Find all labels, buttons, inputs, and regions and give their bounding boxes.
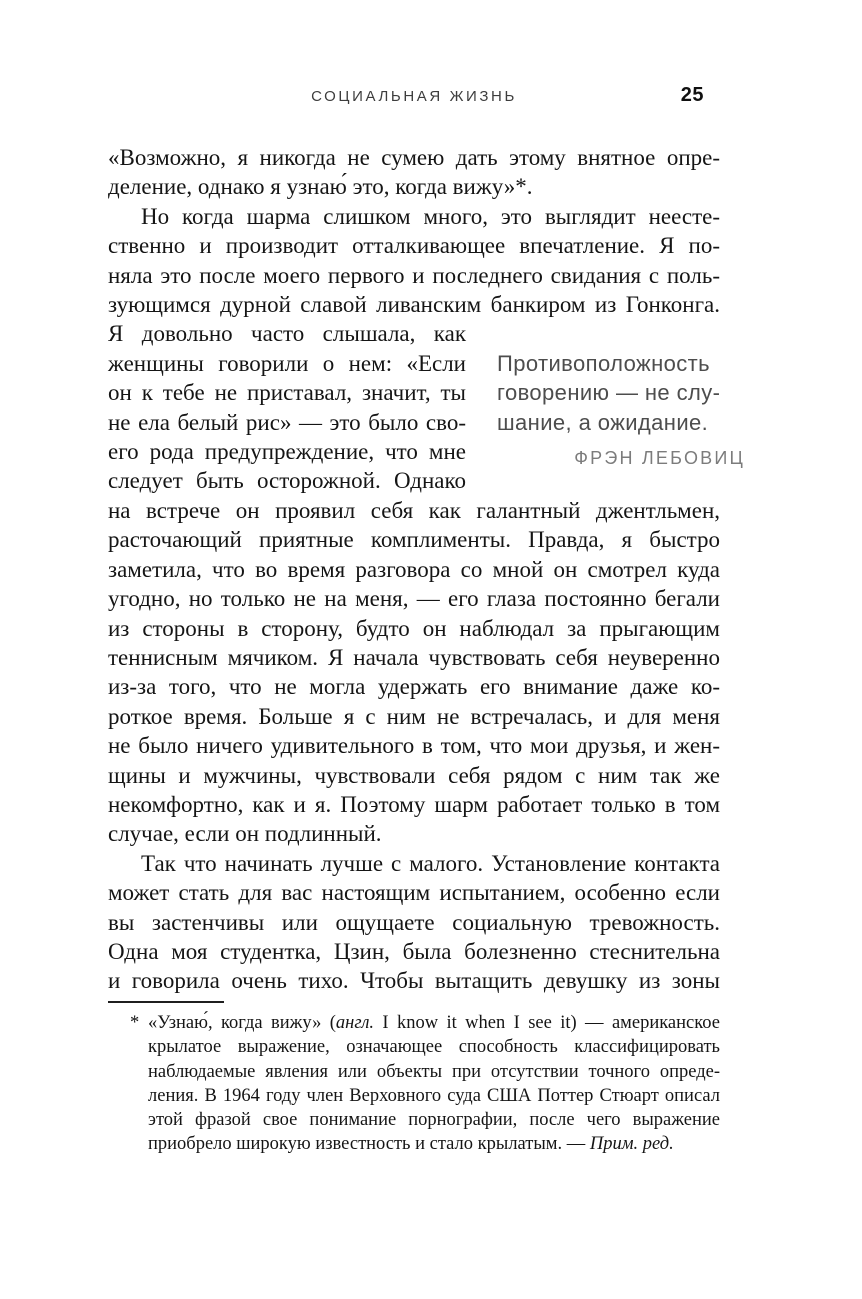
footnote-line: ления. В 1964 году член Верховного суда США Поттер Стюарт описал	[148, 1085, 720, 1106]
text-line: «Возможно, я никогда не сумею дать этому внятное опре-	[108, 145, 720, 170]
pull-quote-line: Противоположность	[497, 351, 711, 376]
text-line: роткое время. Больше я с ним не встречалась, и для меня	[108, 703, 720, 729]
footnote-marker: *	[130, 1013, 140, 1033]
text-line: Так что начинать лучше с малого. Установление контакта	[141, 850, 720, 876]
text-line: расточающий приятные комплименты. Правда, я быстро	[108, 527, 720, 553]
text-line: женщины говорили о нем: «Если	[108, 350, 466, 376]
body-text	[108, 143, 745, 996]
footnote	[108, 1011, 720, 1157]
text-line: он к тебе не приставал, значит, ты	[108, 380, 466, 406]
text-line: няла это после моего первого и последнего свидания с поль-	[108, 262, 720, 288]
footnote-line: «Узнаю́, когда вижу» (англ. I know it when I see it) — американское	[148, 1013, 720, 1033]
text-line: может стать для вас настоящим испытанием, особенно если	[108, 880, 720, 906]
text-line: теннисным мячиком. Я начала чувствовать себя неуверенно	[108, 644, 720, 670]
text-line: и говорила очень тихо. Чтобы вытащить девушку из зоны	[108, 968, 720, 994]
text-line: Но когда шарма слишком много, это выглядит неесте-	[141, 203, 720, 229]
text-line: деление, однако я узнаю́ это, когда вижу»*.	[108, 174, 533, 200]
text-line: некомфортно, как и я. Поэтому шарм работает только в том	[108, 791, 720, 817]
text-line: вы застенчивы или ощущаете социальную тревожность.	[108, 909, 720, 935]
pull-quote-text	[497, 349, 745, 437]
text-line: Одна моя студентка, Цзин, была болезненно стеснительна	[108, 938, 720, 964]
chapter-title: СОЦИАЛЬНАЯ ЖИЗНЬ	[311, 88, 517, 105]
footnote-line: крылатое выражение, означающее способность классифицировать	[148, 1037, 720, 1058]
pull-quote-line: говорению — не слу-	[497, 380, 721, 406]
footnote-line: этой фразой свое понимание порнографии, после чего выражение	[148, 1110, 720, 1131]
text-line: не ела белый рис» — это было сво-	[108, 409, 466, 435]
running-header	[108, 84, 720, 110]
text-line: щины и мужчины, чувствовали себя рядом с ним так же	[108, 762, 720, 788]
footnote-text	[148, 1011, 720, 1157]
text-line: из стороны в сторону, будто он наблюдал за прыгающим	[108, 615, 720, 641]
text-line: ственно и производит отталкивающее впечатление. Я по-	[108, 233, 720, 259]
text-line: из-за того, что не могла удержать его внимание даже ко-	[108, 674, 720, 700]
text-line: его рода предупреждение, что мне	[108, 439, 466, 465]
text-line: угодно, но только не на меня, — его глаза постоянно бегали	[108, 586, 720, 612]
pull-quote	[497, 349, 745, 474]
text-line: Я довольно часто слышала, как	[108, 321, 466, 347]
text-line: случае, если он подлинный.	[108, 821, 382, 847]
text-line: на встрече он проявил себя как галантный джентльмен,	[108, 497, 720, 523]
page-number: 25	[680, 84, 704, 106]
text-line: следует быть осторожной. Однако	[108, 468, 466, 494]
footnote-divider	[108, 1001, 224, 1003]
pull-quote-line: шание, а ожидание.	[497, 409, 709, 435]
footnote-line: приобрело широкую известность и стало крылатым. — Прим. ред.	[148, 1134, 674, 1155]
footnote-line: наблюдаемые явления или объекты при отсутствии точного опреде-	[148, 1061, 720, 1082]
pull-quote-attribution: ФРЭН ЛЕБОВИЦ	[574, 448, 745, 469]
text-line: зующимся дурной славой ливанским банкиром из Гонконга.	[108, 292, 720, 318]
text-line: заметила, что во время разговора со мной он смотрел куда	[108, 556, 720, 582]
text-line: не было ничего удивительного в том, что мои друзья, и жен-	[108, 733, 720, 759]
